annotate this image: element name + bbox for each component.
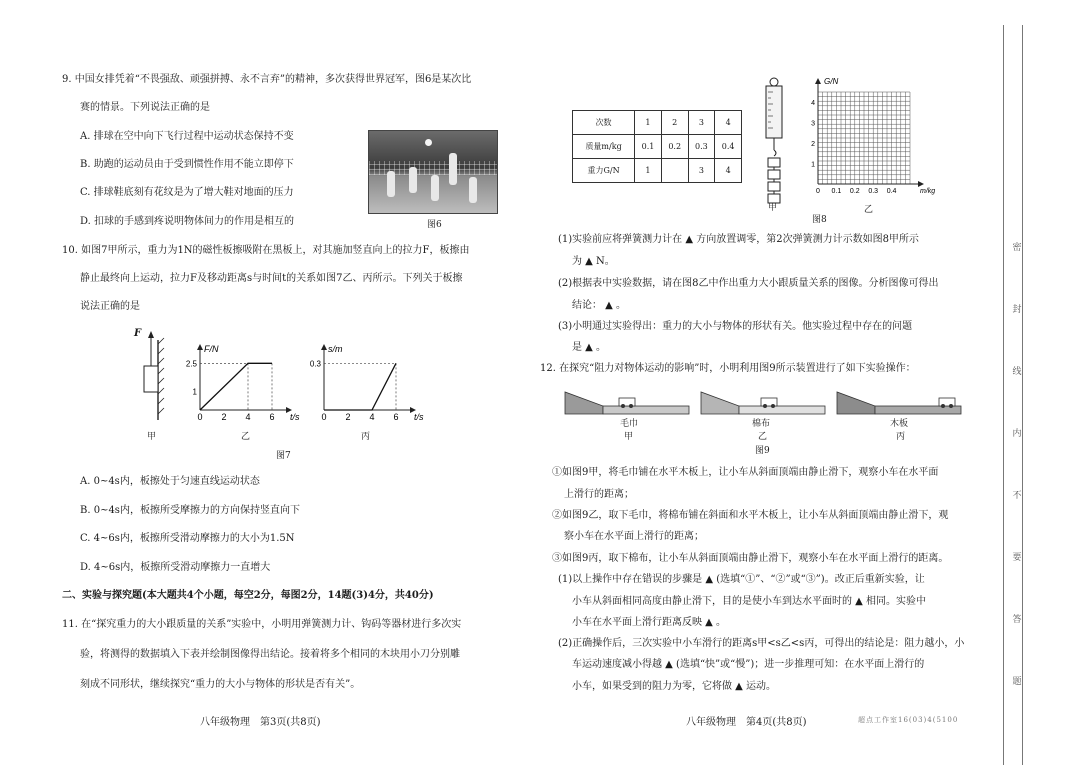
- footer-right: 八年级物理 第4页(共8页): [686, 717, 807, 728]
- q9-option-d: D. 扣球的手感到疼说明物体间力的作用是相互的: [80, 216, 295, 227]
- print-stamp: 超点工作室16(03)4(5100: [858, 716, 959, 724]
- y-axis-arrow: [321, 344, 327, 350]
- binding-margin-char: 密: [1012, 243, 1022, 253]
- q12-part1-line1: (1)以上操作中存在错误的步骤是 ▲ (选填“①”、“②”或“③”)。改正后重新实验，让: [558, 574, 925, 585]
- table-row: [573, 135, 742, 159]
- fig8-jia-label: 甲: [768, 203, 778, 213]
- fig7-jia-label: 甲: [147, 432, 157, 442]
- q10-option-a: A. 0~4s内，板擦处于匀速直线运动状态: [80, 476, 260, 487]
- fig9-label-yi: 乙: [758, 432, 768, 442]
- table-cell: 4: [715, 159, 742, 183]
- x-tick-label: 0: [816, 188, 820, 195]
- q11-part3-line1: (3)小明通过实验得出：重力的大小与物体的形状有关。他实验过程中存在的问题: [558, 321, 913, 332]
- q10-stem-line1: 10. 如图7甲所示，重力为1N的磁性板擦吸附在黑板上，对其施加竖直向上的拉力F，板擦由: [62, 245, 470, 256]
- table-header-row: [573, 111, 742, 135]
- fig9-label-bing: 丙: [896, 432, 906, 442]
- q11-part3-line2: 是 ▲ 。: [572, 342, 607, 353]
- q12-step1-line1: ①如图9甲，将毛巾铺在水平木板上，让小车从斜面顶端由静止滑下，观察小车在水平面: [552, 467, 939, 478]
- x-axis-label: m/kg: [920, 188, 936, 195]
- q9-option-b: B. 助跑的运动员由于受到惯性作用不能立即停下: [80, 159, 294, 170]
- y-tick-label: 4: [811, 100, 815, 108]
- fig8-yi-label: 乙: [864, 205, 874, 215]
- q12-step2-line2: 察小车在水平面上滑行的距离；: [564, 531, 704, 542]
- y-tick-label: 1: [192, 387, 197, 397]
- binding-margin-char: 题: [1012, 677, 1022, 687]
- q11-stem-line1: 11. 在“探究重力的大小跟质量的关系”实验中，小明用弹簧测力计、钩码等器材进行多次实: [62, 619, 462, 630]
- q11-part2-line2: 结论： ▲ 。: [572, 300, 627, 311]
- binding-margin: [1003, 25, 1023, 765]
- fig9-diagram: [563, 384, 963, 416]
- binding-margin-char: 要: [1012, 553, 1022, 563]
- fig7-jia-diagram: [130, 328, 180, 438]
- x-axis-arrow: [918, 181, 924, 187]
- table-cell: 质量m/kg: [573, 135, 635, 159]
- fig9-material-cotton: 棉布: [752, 419, 771, 429]
- force-f-label: F: [134, 328, 142, 339]
- q12-step2-line1: ②如图9乙，取下毛巾，将棉布铺在斜面和水平木板上，让小车从斜面顶端由静止滑下，观: [552, 510, 949, 521]
- x-tick-label: 6: [269, 412, 275, 422]
- x-tick-label: 2: [345, 412, 351, 422]
- q12-part2-line3: 小车，如果受到的阻力为零，它将做 ▲ 运动。: [572, 681, 777, 692]
- x-tick-label: 0: [197, 412, 203, 422]
- table-cell: 2: [661, 111, 688, 135]
- q9-stem-line2: 赛的情景。下列说法正确的是: [80, 102, 210, 113]
- fig8-label: 图8: [812, 215, 827, 225]
- y-tick-label: 1: [811, 161, 815, 169]
- y-tick-label: 2: [811, 141, 815, 149]
- binding-margin-char: 不: [1012, 491, 1022, 501]
- q12-step3: ③如图9丙，取下棉布，让小车从斜面顶端由静止滑下，观察小车在水平面上滑行的距离。: [552, 553, 949, 564]
- x-axis-label: t/s: [414, 412, 424, 422]
- fig9-material-towel: 毛巾: [620, 419, 639, 429]
- volleyball-photo: [368, 130, 498, 214]
- q10-option-b: B. 0~4s内，板擦所受摩擦力的方向保持竖直向下: [80, 505, 300, 516]
- q11-part1-line1: (1)实验前应将弹簧测力计在 ▲ 方向放置调零，第2次弹簧测力计示数如图8甲所示: [558, 234, 919, 245]
- fig7-bing-label: 丙: [361, 432, 371, 442]
- fig8-yi-g-m-grid: [804, 72, 956, 204]
- q10-stem-line3: 说法正确的是: [80, 301, 140, 312]
- x-tick-label: 0: [321, 412, 327, 422]
- q10-option-c: C. 4~6s内，板擦所受滑动摩擦力的大小为1.5N: [80, 533, 295, 544]
- binding-margin-char: 线: [1012, 367, 1022, 377]
- q12-part1-line2: 小车从斜面相同高度由静止滑下，目的是使小车到达水平面时的 ▲ 相同。实验中: [572, 596, 927, 607]
- x-tick-label: 4: [369, 412, 375, 422]
- y-tick-label: 3: [811, 120, 815, 128]
- y-axis-label: G/N: [824, 77, 839, 86]
- table-row: [573, 159, 742, 183]
- table-cell: 次数: [573, 111, 635, 135]
- fig9-label: 图9: [755, 446, 770, 456]
- q11-part2-line1: (2)根据表中实验数据，请在图8乙中作出重力大小跟质量关系的图像。分析图像可得出: [558, 278, 939, 289]
- q9-option-c: C. 排球鞋底刻有花纹是为了增大鞋对地面的压力: [80, 187, 294, 198]
- table-cell: 4: [715, 111, 742, 135]
- y-tick-label: 2.5: [185, 359, 197, 369]
- table-cell: 3: [688, 159, 715, 183]
- q9-option-a: A. 排球在空中向下飞行过程中运动状态保持不变: [80, 131, 294, 142]
- q11-stem-line2: 验，将测得的数据填入下表并绘制图像得出结论。接着将多个相同的木块用小刀分别雕: [80, 649, 460, 660]
- binding-margin-char: 答: [1012, 615, 1022, 625]
- binding-margin-char: 内: [1012, 429, 1022, 439]
- y-axis-label: s/m: [328, 344, 343, 354]
- fig9-material-board: 木板: [890, 419, 909, 429]
- q9-stem-line1: 9. 中国女排凭着“不畏强敌、顽强拼搏、永不言弃”的精神，多次获得世界冠军，图6是某次比: [62, 74, 472, 85]
- x-tick-label: 6: [393, 412, 399, 422]
- binding-margin-char: 封: [1012, 305, 1022, 315]
- q12-stem: 12. 在探究“阻力对物体运动的影响”时，小明利用图9所示装置进行了如下实验操作：: [540, 363, 916, 374]
- table-cell: 0.3: [688, 135, 715, 159]
- q11-part1-line2: 为 ▲ N。: [572, 256, 615, 267]
- x-tick-label: 0.3: [868, 188, 879, 195]
- fig7-bing-s-t-chart: [300, 328, 430, 430]
- q11-data-table: [572, 110, 742, 183]
- table-cell: 1: [635, 159, 662, 183]
- x-tick-label: 2: [221, 412, 227, 422]
- q10-stem-line2: 静止最终向上运动，拉力F及移动距离s与时间t的关系如图7乙、丙所示。下列关于板擦: [80, 273, 463, 284]
- x-tick-label: 0.2: [849, 188, 860, 195]
- data-line: [200, 363, 272, 410]
- x-axis-label: t/s: [290, 412, 300, 422]
- section2-heading: 二、实验与探究题(本大题共4个小题，每空2分，每图2分，14题(3)4分，共40分): [62, 590, 434, 601]
- x-tick-label: 4: [245, 412, 251, 422]
- y-tick-label: 0.3: [309, 359, 321, 369]
- q12-part2-line2: 车运动速度减小得越 ▲ (选填“快”或“慢”)；进一步推理可知：在水平面上滑行的: [572, 659, 925, 670]
- footer-left: 八年级物理 第3页(共8页): [200, 717, 321, 728]
- fig7-yi-f-t-chart: [176, 328, 306, 430]
- data-line: [324, 363, 396, 410]
- table-cell: [661, 159, 688, 183]
- spring-balance-diagram: [756, 76, 792, 206]
- q11-stem-line3: 刻成不同形状，继续探究“重力的大小与物体的形状是否有关”。: [80, 679, 361, 690]
- y-axis-arrow: [197, 344, 203, 350]
- fig7-label: 图7: [276, 451, 291, 461]
- fig6-label: 图6: [427, 220, 442, 230]
- x-tick-label: 0.4: [886, 188, 897, 195]
- x-tick-label: 0.1: [831, 188, 842, 195]
- y-axis-arrow: [815, 78, 821, 84]
- table-cell: 1: [635, 111, 662, 135]
- q12-part1-line3: 小车在水平面上滑行距离反映 ▲ 。: [572, 617, 727, 628]
- table-cell: 3: [688, 111, 715, 135]
- y-axis-label: F/N: [204, 344, 219, 354]
- table-cell: 0.4: [715, 135, 742, 159]
- q12-part2-line1: (2)正确操作后，三次实验中小车滑行的距离s甲<s乙<s丙，可得出的结论是：阻力越小，小: [558, 638, 965, 649]
- table-cell: 0.1: [635, 135, 662, 159]
- table-cell: 重力G/N: [573, 159, 635, 183]
- q12-step1-line2: 上滑行的距离；: [564, 489, 634, 500]
- fig7-yi-label: 乙: [241, 432, 251, 442]
- fig9-label-jia: 甲: [624, 432, 634, 442]
- q10-option-d: D. 4~6s内，板擦所受滑动摩擦力一直增大: [80, 562, 271, 573]
- table-cell: 0.2: [661, 135, 688, 159]
